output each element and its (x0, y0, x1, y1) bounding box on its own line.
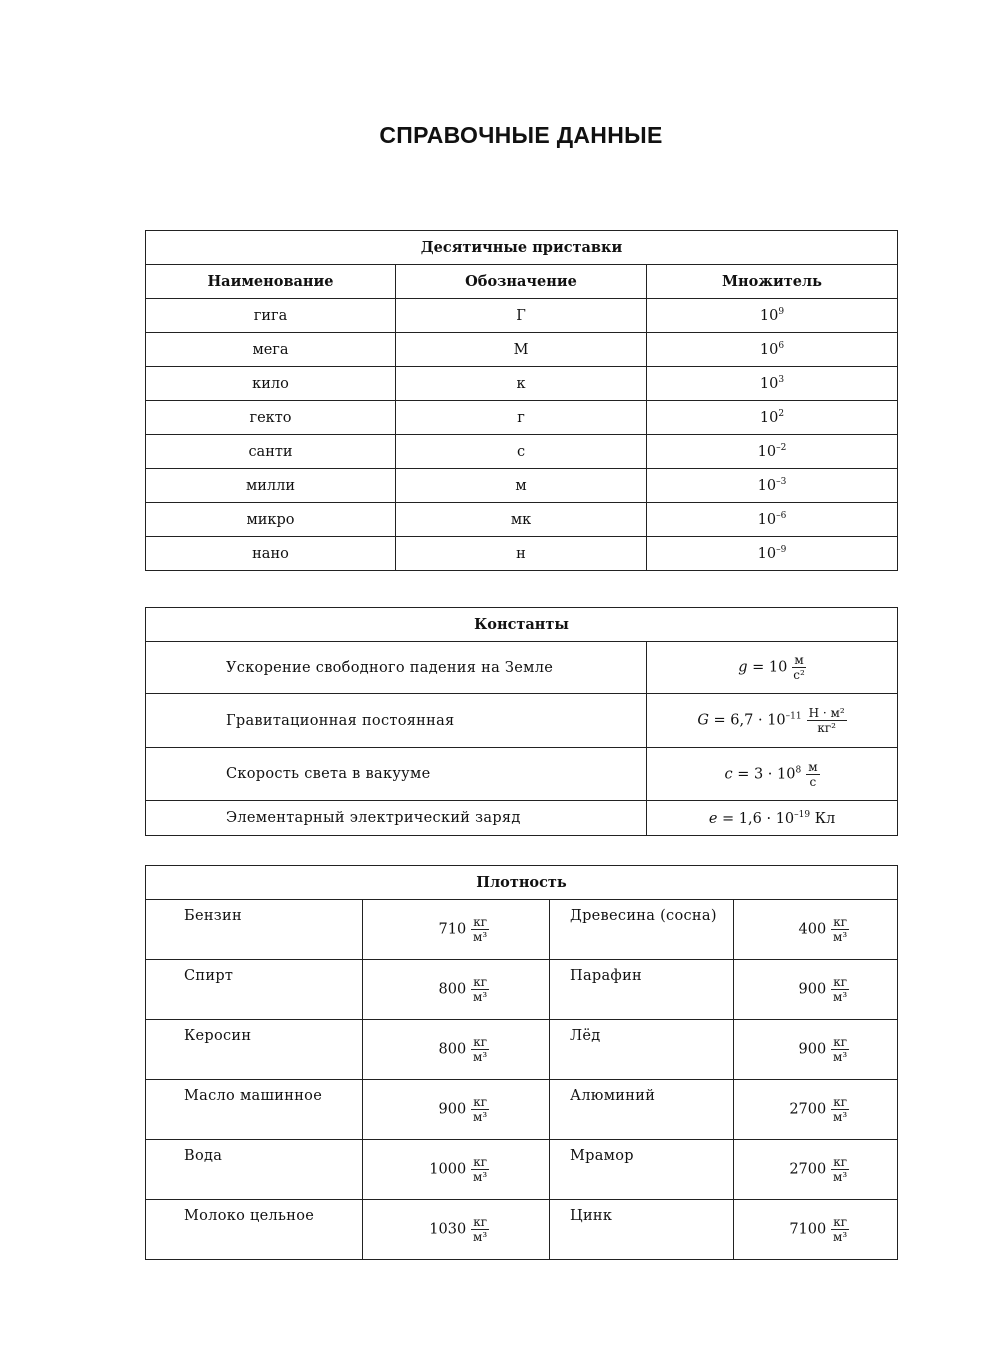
multiplier-exponent: 9 (778, 307, 785, 318)
density-value (363, 1020, 550, 1080)
unit-denominator: м³ (833, 1050, 848, 1064)
prefix-name: милли (146, 469, 396, 503)
unit-fraction (471, 915, 489, 944)
table-row (146, 435, 898, 469)
constant-value (647, 694, 898, 748)
density-number: 710 (438, 921, 467, 938)
unit-denominator: м³ (473, 1110, 488, 1124)
density-number: 900 (798, 1041, 827, 1058)
substance-name: Керосин (146, 1020, 363, 1080)
constant-value (647, 642, 898, 694)
table-row (146, 694, 898, 748)
substance-name: Бензин (146, 900, 363, 960)
constant-label: Элементарный электрический заряд (146, 801, 647, 836)
unit-fraction (471, 1155, 489, 1184)
multiplier-exponent: –9 (776, 545, 787, 556)
constant-exponent: –11 (785, 711, 802, 722)
unit-fraction (831, 1155, 849, 1184)
page-title: СПРАВОЧНЫЕ ДАННЫЕ (379, 122, 663, 148)
density-heading: Плотность (146, 866, 898, 900)
table-row (146, 367, 898, 401)
column-header-symbol: Обозначение (396, 265, 647, 299)
density-value-wrap (799, 915, 849, 944)
density-value-wrap (429, 1155, 489, 1184)
unit-numerator: кг (833, 975, 848, 989)
constant-exponent: 8 (795, 765, 802, 776)
prefix-name: мега (146, 333, 396, 367)
constants-table (145, 607, 898, 836)
density-number: 2700 (789, 1161, 827, 1178)
density-value-wrap (799, 975, 849, 1004)
prefix-name: микро (146, 503, 396, 537)
prefix-multiplier (647, 299, 898, 333)
prefix-multiplier (647, 435, 898, 469)
density-number: 800 (438, 1041, 467, 1058)
unit-numerator: кг (833, 1035, 848, 1049)
unit-numerator: кг (833, 1095, 848, 1109)
prefix-multiplier (647, 401, 898, 435)
prefix-symbol: М (396, 333, 647, 367)
constant-label: Скорость света в вакууме (146, 748, 647, 801)
multiplier-base: 10 (757, 477, 777, 494)
constant-equation: = 3 · 10 (732, 766, 796, 782)
multiplier-exponent: 6 (778, 341, 785, 352)
unit-numerator: м (808, 759, 818, 774)
constant-label: Ускорение свободного падения на Земле (146, 642, 647, 694)
unit-denominator: кг² (817, 721, 836, 735)
table-row (146, 1200, 898, 1260)
unit-numerator: кг (473, 1035, 487, 1049)
multiplier-exponent: 2 (778, 409, 785, 420)
multiplier-base: 10 (759, 307, 779, 324)
density-value (734, 1020, 898, 1080)
prefix-multiplier (647, 503, 898, 537)
unit-fraction (471, 1095, 489, 1124)
constant-value (647, 748, 898, 801)
multiplier-exponent: –6 (776, 511, 787, 522)
unit-fraction (831, 1035, 849, 1064)
unit-denominator: м³ (473, 1170, 488, 1184)
prefix-name: гекто (146, 401, 396, 435)
table-row (146, 537, 898, 571)
density-value-wrap (439, 915, 489, 944)
density-number: 800 (438, 981, 467, 998)
density-number: 7100 (789, 1221, 827, 1238)
density-value-wrap (439, 975, 489, 1004)
density-table (145, 865, 898, 1260)
prefix-symbol: к (396, 367, 647, 401)
unit-fraction (831, 975, 849, 1004)
unit-numerator: кг (833, 1215, 848, 1229)
density-value (363, 960, 550, 1020)
multiplier-base: 10 (757, 511, 777, 528)
table-row (146, 333, 898, 367)
prefix-multiplier (647, 469, 898, 503)
density-number: 400 (798, 921, 827, 938)
prefixes-table (145, 230, 898, 571)
table-row (146, 900, 898, 960)
density-value (734, 1080, 898, 1140)
density-value-wrap (789, 1095, 849, 1124)
substance-name: Лёд (550, 1020, 734, 1080)
constant-value (647, 801, 898, 836)
unit-fraction (831, 1095, 849, 1124)
density-value (734, 1200, 898, 1260)
density-number: 1000 (429, 1161, 467, 1178)
constant-symbol: c (724, 766, 733, 782)
table-row (146, 801, 898, 836)
unit-fraction (471, 1035, 489, 1064)
density-value-wrap (799, 1035, 849, 1064)
unit-denominator: м³ (473, 1230, 488, 1244)
density-value-wrap (789, 1155, 849, 1184)
unit-numerator: кг (473, 915, 487, 929)
unit-numerator: Н · м² (808, 706, 845, 720)
column-header-multiplier: Множитель (647, 265, 898, 299)
density-value (734, 960, 898, 1020)
constant-exponent: –19 (794, 809, 811, 820)
table-row (146, 1140, 898, 1200)
unit-denominator: м³ (473, 1050, 488, 1064)
prefix-multiplier (647, 537, 898, 571)
density-value-wrap (429, 1215, 489, 1244)
prefix-name: кило (146, 367, 396, 401)
unit-numerator: кг (473, 1155, 487, 1169)
unit-denominator: м³ (833, 1170, 848, 1184)
substance-name: Спирт (146, 960, 363, 1020)
density-value (363, 1200, 550, 1260)
density-value-wrap (789, 1215, 849, 1244)
prefix-symbol: м (396, 469, 647, 503)
prefix-name: гига (146, 299, 396, 333)
unit-numerator: кг (473, 975, 487, 989)
unit-fraction (806, 760, 819, 789)
prefix-symbol: Г (396, 299, 647, 333)
density-value-wrap (439, 1035, 489, 1064)
prefix-multiplier (647, 333, 898, 367)
table-row (146, 401, 898, 435)
unit-denominator: м³ (473, 990, 488, 1004)
unit-fraction (807, 706, 847, 735)
unit-denominator: м³ (833, 990, 848, 1004)
prefix-name: санти (146, 435, 396, 469)
table-row (146, 1020, 898, 1080)
multiplier-base: 10 (759, 341, 779, 358)
unit-fraction (831, 1215, 849, 1244)
constant-symbol: e (708, 810, 718, 827)
table-row (146, 642, 898, 694)
density-value (734, 900, 898, 960)
substance-name: Мрамор (550, 1140, 734, 1200)
table-row (146, 748, 898, 801)
constant-equation: = 6,7 · 10 (708, 712, 786, 729)
unit-denominator: м³ (833, 1110, 848, 1124)
constant-symbol: G (697, 712, 709, 729)
prefix-multiplier (647, 367, 898, 401)
density-value (734, 1140, 898, 1200)
multiplier-base: 10 (757, 545, 777, 562)
unit-denominator: м³ (833, 930, 848, 944)
prefix-name: нано (146, 537, 396, 571)
prefixes-heading: Десятичные приставки (146, 231, 898, 265)
substance-name: Цинк (550, 1200, 734, 1260)
density-number: 2700 (789, 1101, 827, 1118)
column-header-name: Наименование (146, 265, 396, 299)
table-row (146, 1080, 898, 1140)
unit-fraction (792, 653, 805, 682)
unit-numerator: кг (833, 1155, 848, 1169)
substance-name: Масло машинное (146, 1080, 363, 1140)
unit-denominator: с (809, 774, 817, 789)
unit-fraction (831, 915, 849, 944)
substance-name: Молоко цельное (146, 1200, 363, 1260)
table-row (146, 503, 898, 537)
multiplier-exponent: 3 (778, 375, 785, 386)
substance-name: Вода (146, 1140, 363, 1200)
unit-numerator: кг (473, 1095, 487, 1109)
constant-symbol: g (738, 659, 748, 676)
table-row (146, 960, 898, 1020)
density-number: 1030 (429, 1221, 467, 1238)
density-value-wrap (439, 1095, 489, 1124)
constant-equation: = 1,6 · 10 (717, 810, 795, 827)
prefix-symbol: н (396, 537, 647, 571)
density-number: 900 (438, 1101, 467, 1118)
unit-fraction (471, 975, 489, 1004)
unit-numerator: м (794, 653, 804, 667)
unit-denominator: м³ (833, 1230, 848, 1244)
substance-name: Парафин (550, 960, 734, 1020)
unit-fraction (471, 1215, 489, 1244)
prefix-symbol: г (396, 401, 647, 435)
density-value (363, 900, 550, 960)
prefix-symbol: мк (396, 503, 647, 537)
constant-equation: = 10 (747, 659, 788, 676)
density-number: 900 (798, 981, 827, 998)
table-row (146, 469, 898, 503)
table-row (146, 299, 898, 333)
substance-name: Алюминий (550, 1080, 734, 1140)
unit-numerator: кг (473, 1215, 487, 1229)
multiplier-base: 10 (759, 375, 779, 392)
constant-unit: Кл (810, 810, 836, 827)
density-value (363, 1140, 550, 1200)
density-value (363, 1080, 550, 1140)
constants-heading: Константы (146, 608, 898, 642)
multiplier-base: 10 (759, 409, 779, 426)
unit-numerator: кг (833, 915, 848, 929)
multiplier-base: 10 (757, 443, 777, 460)
multiplier-exponent: –2 (776, 443, 787, 454)
constant-label: Гравитационная постоянная (146, 694, 647, 748)
substance-name: Древесина (сосна) (550, 900, 734, 960)
prefix-symbol: с (396, 435, 647, 469)
multiplier-exponent: –3 (776, 477, 787, 488)
unit-denominator: м³ (473, 930, 488, 944)
unit-denominator: с² (793, 668, 805, 682)
